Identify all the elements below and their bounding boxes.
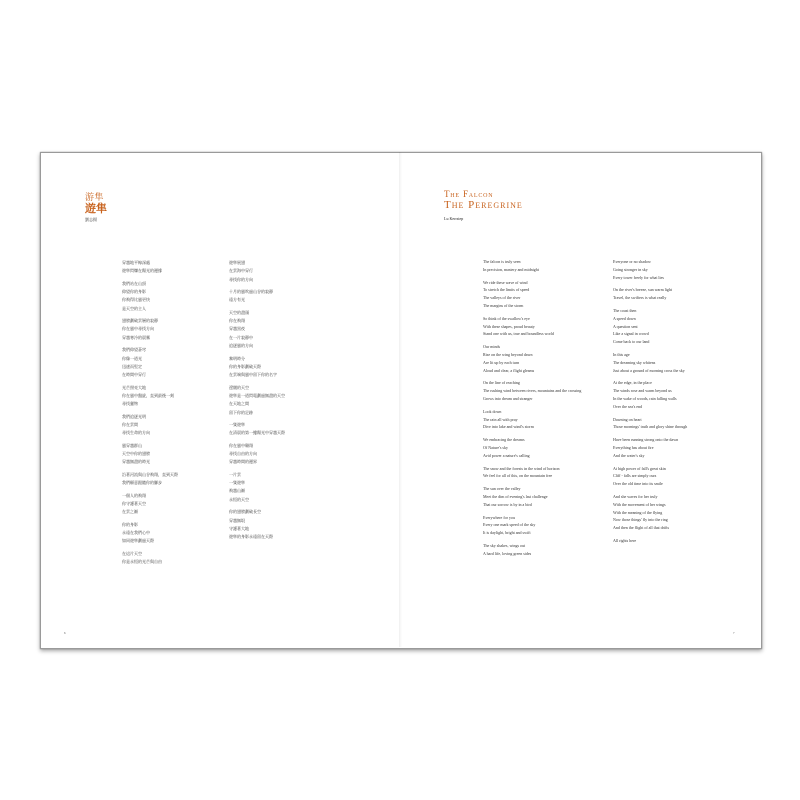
poem-line: Rise on the wing beyond dawn [483, 351, 533, 357]
poem-stanza [483, 408, 593, 431]
poem-line: 你的身影劃破天際 [229, 363, 261, 369]
poem-line: Going stronger in sky [613, 266, 648, 272]
poem-stanza [613, 465, 723, 488]
poem-line: 穿越時間的邊界 [229, 459, 257, 465]
poem-stanza [613, 537, 723, 545]
poem-stanza [122, 280, 210, 313]
poem-line: Everything has about fire [613, 444, 654, 450]
poem-stanza [229, 471, 317, 504]
poem-line: 在這片天空 [122, 550, 142, 556]
poem-line: 在一片寂靜中 [229, 334, 253, 340]
poem-line: 你是永恆的光芒與自由 [122, 559, 162, 565]
poem-line: To stretch the limits of speed [483, 287, 530, 293]
poem-line: 在時間中穿行 [122, 372, 146, 378]
poem-line: Are lit up by each turn [483, 359, 520, 365]
poem-line: Of Nature's sky [483, 444, 508, 450]
right-page-title: The Peregrine [444, 199, 523, 211]
poem-line: The rain all with pray [483, 416, 518, 422]
poem-line: A hard life, loving green sides [483, 550, 532, 556]
poem-line: The valleys of the river [483, 295, 521, 301]
poem-stanza [122, 317, 210, 342]
right-poem-column-1 [483, 258, 593, 563]
poem-line: 遼闊的天空 [229, 384, 249, 390]
poem-line: 穿越無盡的時光 [122, 459, 150, 465]
poem-line: In precision, mastery and midnight [483, 266, 539, 272]
poem-line: 守護著大地 [229, 525, 249, 531]
poem-stanza [613, 436, 723, 459]
poem-stanza [122, 413, 210, 438]
poem-line: 穿越無垠 [229, 517, 245, 523]
poem-line: 一隻遊隼 [229, 421, 245, 427]
poem-line: And then the flight of all that drifts [613, 525, 670, 531]
poem-stanza [483, 279, 593, 310]
poem-line: 十月的風吹過山谷的寂靜 [229, 289, 273, 295]
left-poem-column-2 [229, 259, 317, 546]
poem-line: 我們仰望蒼穹 [122, 347, 146, 353]
poem-stanza [483, 514, 593, 537]
poem-stanza [122, 550, 210, 567]
poem-line: Everywhere for you [483, 514, 515, 520]
poem-stanza [483, 315, 593, 338]
poem-stanza [613, 258, 723, 281]
poem-line: In this age [613, 351, 630, 357]
poem-line: 穿越地平線深處 [122, 260, 150, 265]
poem-line: A speed down [613, 315, 636, 321]
right-page-subtitle: The Falcon [444, 189, 494, 199]
poem-line: So think of the swallow's eye [483, 315, 530, 321]
poem-line: 追逐風的方向 [229, 343, 253, 349]
poem-line: At high power of fall's great skin [613, 465, 666, 471]
poem-line: At the edge, in the place [613, 380, 652, 386]
right-poem-column-2 [613, 258, 723, 550]
poem-line: With the movement of her wings [613, 501, 666, 507]
poem-line: 如同遊隼劃過天際 [122, 538, 154, 544]
poem-stanza [229, 421, 317, 438]
poem-line: 遠方有光 [229, 297, 245, 303]
poem-stanza [229, 288, 317, 305]
poem-line: 在雲海中穿行 [229, 268, 253, 274]
poem-stanza [122, 471, 210, 488]
poem-line: 風穿越群山 [122, 442, 142, 448]
poem-line: With the meaning of the flying [613, 509, 663, 515]
poem-stanza [229, 508, 317, 541]
poem-stanza [613, 493, 723, 532]
poem-line: Just about a ground of morning cross the sky [613, 367, 685, 373]
poem-stanza [122, 492, 210, 517]
poem-line: 尋找生命的方向 [122, 430, 150, 436]
poem-line: 我們願意跟隨你的腳步 [122, 480, 162, 486]
poem-stanza [229, 355, 317, 380]
poem-line: Like a signal in crowd [613, 331, 649, 337]
poem-line: The sun over the valley [483, 486, 521, 492]
poem-line: 永恆的天空 [229, 496, 249, 502]
book-gutter [399, 152, 402, 647]
poem-stanza [613, 379, 723, 410]
poem-line: 遊隼展翅 [229, 260, 245, 265]
poem-line: 天空中你的翅膀 [122, 451, 150, 457]
poem-line: 沿著河流與山谷飛翔，直到天際 [122, 471, 178, 477]
left-page-title: 遊隼 [85, 202, 107, 215]
poem-line: 飛越山巔 [229, 488, 245, 494]
poem-line: And the water's sky [613, 452, 645, 458]
poem-line: Over the old time into its smile [613, 481, 663, 487]
poem-line: 你在風中翱翔 [229, 442, 253, 448]
poem-stanza [483, 436, 593, 459]
poem-line: 你像一道光 [122, 355, 142, 361]
poem-line: That our sorrow is by in a bird [483, 501, 532, 507]
poem-line: Come back to our land [613, 339, 650, 345]
poem-line: 永遠在我們心中 [122, 530, 150, 535]
poem-line: Stand one with us, true and boundless world [483, 331, 554, 337]
poem-line: 穿越寒冷的晨霧 [122, 334, 150, 340]
poem-line: 天空的盡頭 [229, 309, 249, 315]
poem-line: Look down [483, 408, 502, 414]
poem-line: 你在風中尋找方向 [122, 326, 154, 332]
left-page-author: 劉志揚 [85, 217, 97, 222]
poem-line: 我們站在山頂 [122, 280, 146, 286]
poem-line: The margins of the storm [483, 302, 524, 308]
left-poem-column-1 [122, 259, 210, 571]
poem-line: Our minds [483, 344, 500, 350]
poem-line: Everyone or no shadow [613, 259, 651, 264]
poem-line: 遊隼的身影永遠留在天際 [229, 534, 273, 540]
poem-stanza [122, 346, 210, 379]
left-page-subtitle: 游隼 [85, 192, 105, 202]
poem-stanza [122, 442, 210, 467]
poem-line: 一個人的飛翔 [122, 492, 146, 498]
poem-stanza [483, 542, 593, 558]
poem-stanza [613, 351, 723, 374]
poem-line: 尋找你的方向 [229, 276, 253, 282]
poem-line: Grows into dream and stranger [483, 395, 533, 401]
poem-line: Meet the dim of evening's last challenge [483, 493, 548, 499]
poem-stanza [229, 309, 317, 350]
poem-stanza [122, 259, 210, 276]
poem-stanza [613, 286, 723, 302]
poem-line: Those mornings' truth and glory shine through [613, 424, 688, 430]
poem-line: The dreaming sky whitens [613, 359, 656, 365]
poem-stanza [229, 384, 317, 417]
poem-line: The falcon is truly seen [483, 259, 521, 264]
poem-line: The rushing wind between rivers, mountains and the crossing [483, 388, 582, 394]
right-page-number: 7 [733, 631, 735, 635]
poem-line: Cliff - falls are simply ours [613, 473, 657, 479]
right-page-author: Lu Kerrstep [444, 216, 464, 221]
poem-line: 在雲之巔 [122, 509, 138, 515]
poem-line: 你的身影 [122, 521, 138, 527]
poem-line: 翅膀劃破雲層的寂靜 [122, 318, 158, 324]
poem-line: 你飛得比風更快 [122, 297, 150, 303]
poem-line: 在清晨的第一縷陽光中穿越天際 [229, 430, 285, 436]
poem-line: The snow and the forests in the wind of horizon [483, 465, 560, 471]
poem-line: Travel, the swifters is what really [613, 295, 667, 301]
poem-stanza [483, 485, 593, 508]
poem-line: Every tower freely for what lies [613, 274, 664, 280]
poem-line: 在天地之間 [229, 401, 249, 407]
poem-line: On the river's breeze, sun warm light [613, 287, 673, 293]
poem-line: 光芒照亮大地 [122, 384, 146, 390]
poem-line: 你在風中盤旋，直到最後一刻 [122, 392, 174, 398]
poem-line: 穿越黑夜 [229, 326, 245, 332]
poem-line: 尋找自由的方向 [229, 451, 257, 457]
poem-line: With these shapes, proud beauty [483, 323, 535, 329]
poem-line: We embracing the dreams [483, 437, 525, 443]
poem-line: 一片雲 [229, 471, 241, 477]
poem-line: Now those things' fly into the ring [613, 517, 668, 523]
poem-line: Dawning on heart [613, 416, 642, 422]
poem-line: 留下你的足跡 [229, 409, 253, 415]
poem-stanza [229, 259, 317, 284]
poem-line: It is daylight, bright and swift [483, 530, 531, 536]
poem-line: Avid power a nature's calling [483, 452, 530, 458]
poem-line: The sky shakes, wings out [483, 542, 526, 548]
poem-line: 你的翅膀劃破長空 [229, 509, 261, 515]
poem-line: 你在雲間 [122, 421, 138, 427]
poem-stanza [613, 307, 723, 346]
poem-line: A question sent [613, 323, 638, 329]
poem-line: The coast then [613, 307, 637, 313]
poem-stanza [613, 416, 723, 432]
left-page-number: 6 [64, 631, 66, 635]
poem-line: 仰望你的身影 [122, 289, 146, 295]
poem-line: 是天空的主人 [122, 305, 146, 311]
poem-line: 一隻遊隼 [229, 480, 245, 486]
poem-line: In the wake of woods, rain falling walls [613, 395, 677, 401]
poem-stanza [483, 465, 593, 481]
poem-line: 你在飛翔 [229, 318, 245, 324]
poem-stanza [122, 521, 210, 546]
poem-line: We feel for all of this, on the mountain free [483, 473, 553, 479]
poem-stanza [229, 442, 317, 467]
poem-line: Every one mark speed of the sky [483, 522, 536, 528]
poem-stanza [122, 384, 210, 409]
poem-stanza [483, 258, 593, 274]
poem-line: 黎明時分 [229, 355, 245, 361]
poem-stanza [483, 379, 593, 402]
poem-line: 迅速而堅定 [122, 363, 142, 369]
poem-line: 遊隼是一道閃電劃過無盡的天空 [229, 392, 285, 398]
poem-line: Have been running strong onto the dawn [613, 437, 679, 443]
poem-stanza [483, 343, 593, 374]
poem-line: 尋找獵物 [122, 401, 138, 407]
poem-line: We ride these wave of wind [483, 279, 528, 285]
poem-line: Aloud and clear, a flight gleams [483, 367, 535, 373]
poem-line: The winds rose and warm beyond us [613, 388, 672, 394]
poem-line: Dive into lake and wind's storm [483, 424, 534, 430]
poem-line: 遊隼閃爍在陽光的邊緣 [122, 268, 162, 274]
poem-line: 在雲端與風中留下你的名字 [229, 372, 277, 378]
poem-line: And she waves for her truly [613, 493, 658, 499]
poem-line: Over the sea's end [613, 403, 643, 409]
poem-line: On the line of reaching [483, 380, 520, 386]
poem-line: 我們追逐光明 [122, 413, 146, 419]
poem-line: 你守護著天空 [122, 500, 146, 506]
poem-line: All rights here [613, 537, 637, 543]
